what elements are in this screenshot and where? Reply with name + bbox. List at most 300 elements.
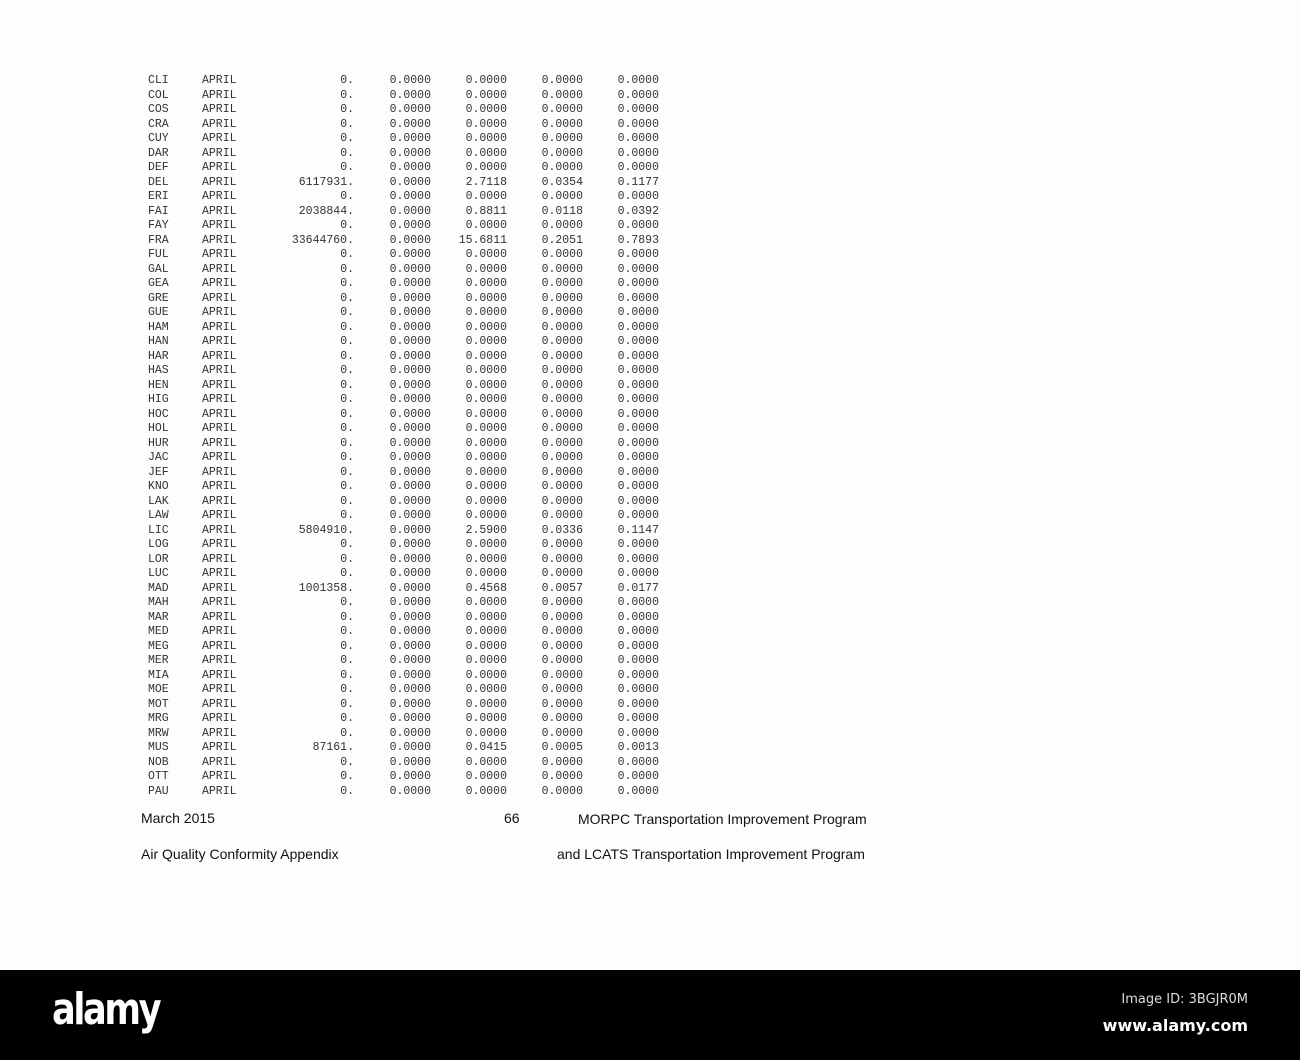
county-code: OTT — [148, 770, 169, 783]
table-row — [0, 553, 700, 567]
month: APRIL — [202, 103, 237, 116]
month: APRIL — [202, 335, 237, 348]
table-row — [0, 161, 700, 175]
month: APRIL — [202, 436, 237, 450]
col-2: 0.0000 — [465, 712, 507, 725]
col-3: 0.0000 — [541, 117, 583, 131]
month: APRIL — [202, 712, 237, 725]
col-2: 0.0000 — [465, 88, 507, 102]
col-3: 0.0000 — [541, 480, 583, 493]
col-3: 0.0000 — [541, 668, 583, 682]
col-3: 0.0000 — [541, 378, 583, 392]
table-row — [0, 495, 700, 509]
col-2: 0.0000 — [465, 306, 507, 319]
col-2: 0.0000 — [465, 654, 507, 667]
col-2: 0.0000 — [465, 567, 507, 580]
table-row — [0, 625, 700, 639]
table-row — [0, 437, 700, 451]
col-4: 0.0000 — [617, 552, 659, 566]
row-count: 33644760. — [291, 233, 354, 247]
row-count: 0. — [340, 349, 354, 363]
col-1: 0.0000 — [389, 436, 431, 450]
county-code: MRG — [148, 712, 169, 725]
row-count: 0. — [340, 726, 354, 740]
col-4: 0.0000 — [617, 74, 659, 87]
table-row — [0, 669, 700, 683]
col-1: 0.0000 — [389, 219, 431, 232]
table-row — [0, 741, 700, 755]
table-row — [0, 683, 700, 697]
col-3: 0.0000 — [541, 697, 583, 711]
month: APRIL — [202, 741, 237, 754]
col-1: 0.0000 — [389, 567, 431, 580]
row-count: 0. — [340, 451, 354, 464]
row-count: 5804910. — [298, 523, 354, 537]
col-2: 0.0000 — [465, 393, 507, 406]
col-1: 0.0000 — [389, 349, 431, 363]
col-3: 0.0000 — [541, 393, 583, 406]
table-row — [0, 205, 700, 219]
col-1: 0.0000 — [389, 625, 431, 638]
col-3: 0.0000 — [541, 103, 583, 116]
col-4: 0.0000 — [617, 683, 659, 696]
county-code: MAD — [148, 581, 169, 595]
col-2: 15.6811 — [458, 233, 507, 247]
row-count: 0. — [340, 277, 354, 290]
county-code: LAW — [148, 509, 169, 522]
col-2: 0.0000 — [465, 320, 507, 334]
col-2: 2.5900 — [465, 523, 507, 537]
col-1: 0.0000 — [389, 726, 431, 740]
col-1: 0.0000 — [389, 552, 431, 566]
table-row — [0, 654, 700, 668]
col-4: 0.0000 — [617, 88, 659, 102]
county-code: NOB — [148, 755, 169, 769]
county-code: HAN — [148, 335, 169, 348]
table-row — [0, 422, 700, 436]
month: APRIL — [202, 494, 237, 508]
month: APRIL — [202, 262, 237, 276]
table-row — [0, 292, 700, 306]
row-count: 0. — [340, 755, 354, 769]
row-count: 0. — [340, 552, 354, 566]
table-row — [0, 132, 700, 146]
col-3: 0.0000 — [541, 161, 583, 174]
col-4: 0.0000 — [617, 436, 659, 450]
col-1: 0.0000 — [389, 103, 431, 116]
col-3: 0.0000 — [541, 451, 583, 464]
col-4: 0.0000 — [617, 538, 659, 551]
col-1: 0.0000 — [389, 74, 431, 87]
col-4: 0.0000 — [617, 654, 659, 667]
table-row — [0, 350, 700, 364]
col-3: 0.0000 — [541, 639, 583, 653]
col-4: 0.0000 — [617, 610, 659, 624]
col-3: 0.0000 — [541, 74, 583, 87]
month: APRIL — [202, 668, 237, 682]
col-3: 0.0000 — [541, 219, 583, 232]
county-code: ERI — [148, 190, 169, 203]
col-4: 0.0000 — [617, 422, 659, 435]
row-count: 0. — [340, 436, 354, 450]
col-1: 0.0000 — [389, 407, 431, 421]
month: APRIL — [202, 697, 237, 711]
col-2: 0.0000 — [465, 726, 507, 740]
county-code: MIA — [148, 668, 169, 682]
col-4: 0.0177 — [617, 581, 659, 595]
col-3: 0.0000 — [541, 625, 583, 638]
month: APRIL — [202, 233, 237, 247]
col-3: 0.0000 — [541, 88, 583, 102]
table-row — [0, 118, 700, 132]
table-row — [0, 147, 700, 161]
row-count: 0. — [340, 668, 354, 682]
month: APRIL — [202, 683, 237, 696]
county-code: MUS — [148, 741, 169, 754]
row-count: 0. — [340, 335, 354, 348]
col-2: 0.0000 — [465, 190, 507, 203]
col-1: 0.0000 — [389, 465, 431, 479]
row-count: 0. — [340, 596, 354, 609]
month: APRIL — [202, 407, 237, 421]
row-count: 0. — [340, 422, 354, 435]
col-4: 0.0000 — [617, 480, 659, 493]
county-code: FRA — [148, 233, 169, 247]
month: APRIL — [202, 523, 237, 537]
county-code: HUR — [148, 436, 169, 450]
col-4: 0.0000 — [617, 132, 659, 145]
col-1: 0.0000 — [389, 784, 431, 798]
col-4: 0.0000 — [617, 320, 659, 334]
col-4: 0.0000 — [617, 697, 659, 711]
county-code: MOT — [148, 697, 169, 711]
col-1: 0.0000 — [389, 277, 431, 290]
table-row — [0, 176, 700, 190]
month: APRIL — [202, 291, 237, 305]
month: APRIL — [202, 465, 237, 479]
row-count: 0. — [340, 161, 354, 174]
row-count: 6117931. — [298, 175, 354, 189]
month: APRIL — [202, 596, 237, 609]
col-2: 0.0000 — [465, 378, 507, 392]
col-3: 0.0000 — [541, 335, 583, 348]
table-row — [0, 89, 700, 103]
col-2: 0.0000 — [465, 610, 507, 624]
row-count: 0. — [340, 306, 354, 319]
row-count: 0. — [340, 465, 354, 479]
county-code: LOR — [148, 552, 169, 566]
row-count: 0. — [340, 74, 354, 87]
col-2: 0.0000 — [465, 117, 507, 131]
col-3: 0.0000 — [541, 422, 583, 435]
col-2: 0.0000 — [465, 407, 507, 421]
page-number: 66 — [504, 810, 520, 826]
month: APRIL — [202, 349, 237, 363]
col-1: 0.0000 — [389, 668, 431, 682]
col-2: 0.8811 — [465, 204, 507, 218]
county-code: MEG — [148, 639, 169, 653]
col-4: 0.0000 — [617, 219, 659, 232]
col-3: 0.0000 — [541, 364, 583, 377]
table-row — [0, 466, 700, 480]
col-3: 0.0000 — [541, 320, 583, 334]
table-row — [0, 248, 700, 262]
col-3: 0.0000 — [541, 132, 583, 145]
col-3: 0.2051 — [541, 233, 583, 247]
county-code: MER — [148, 654, 169, 667]
col-3: 0.0000 — [541, 436, 583, 450]
month: APRIL — [202, 117, 237, 131]
col-4: 0.0000 — [617, 335, 659, 348]
county-code: HAS — [148, 364, 169, 377]
table-row — [0, 364, 700, 378]
row-count: 0. — [340, 378, 354, 392]
col-2: 0.0000 — [465, 509, 507, 522]
county-code: MED — [148, 625, 169, 638]
month: APRIL — [202, 610, 237, 624]
col-3: 0.0000 — [541, 712, 583, 725]
col-2: 0.0000 — [465, 436, 507, 450]
col-4: 0.0000 — [617, 567, 659, 580]
row-count: 1001358. — [298, 581, 354, 595]
month: APRIL — [202, 726, 237, 740]
table-row — [0, 538, 700, 552]
col-1: 0.0000 — [389, 378, 431, 392]
col-4: 0.0000 — [617, 451, 659, 464]
table-row — [0, 219, 700, 233]
col-4: 0.0000 — [617, 103, 659, 116]
month: APRIL — [202, 190, 237, 203]
county-code: LUC — [148, 567, 169, 580]
row-count: 0. — [340, 567, 354, 580]
col-3: 0.0000 — [541, 538, 583, 551]
county-code: HIG — [148, 393, 169, 406]
col-4: 0.0000 — [617, 726, 659, 740]
col-4: 0.0000 — [617, 306, 659, 319]
county-code: GEA — [148, 277, 169, 290]
col-3: 0.0336 — [541, 523, 583, 537]
county-code: GUE — [148, 306, 169, 319]
col-2: 0.0000 — [465, 625, 507, 638]
table-row — [0, 74, 700, 88]
col-2: 0.0000 — [465, 74, 507, 87]
col-1: 0.0000 — [389, 146, 431, 160]
col-2: 0.0000 — [465, 465, 507, 479]
col-3: 0.0005 — [541, 741, 583, 754]
col-3: 0.0000 — [541, 262, 583, 276]
month: APRIL — [202, 364, 237, 377]
row-count: 0. — [340, 683, 354, 696]
col-2: 0.0000 — [465, 480, 507, 493]
county-code: JEF — [148, 465, 169, 479]
county-code: FAY — [148, 219, 169, 232]
month: APRIL — [202, 146, 237, 160]
col-1: 0.0000 — [389, 233, 431, 247]
col-3: 0.0000 — [541, 407, 583, 421]
table-row — [0, 190, 700, 204]
col-2: 0.0000 — [465, 596, 507, 609]
col-1: 0.0000 — [389, 480, 431, 493]
col-1: 0.0000 — [389, 132, 431, 145]
col-3: 0.0000 — [541, 494, 583, 508]
county-code: DEF — [148, 161, 169, 174]
col-4: 0.0000 — [617, 465, 659, 479]
county-code: LAK — [148, 494, 169, 508]
col-1: 0.0000 — [389, 712, 431, 725]
row-count: 0. — [340, 407, 354, 421]
row-count: 0. — [340, 712, 354, 725]
row-count: 0. — [340, 364, 354, 377]
col-1: 0.0000 — [389, 697, 431, 711]
county-code: LOG — [148, 538, 169, 551]
county-code: FUL — [148, 248, 169, 261]
row-count: 0. — [340, 784, 354, 798]
table-row — [0, 234, 700, 248]
col-2: 0.0000 — [465, 103, 507, 116]
col-2: 0.0000 — [465, 683, 507, 696]
col-1: 0.0000 — [389, 654, 431, 667]
col-2: 0.0000 — [465, 668, 507, 682]
row-count: 0. — [340, 146, 354, 160]
col-4: 0.0000 — [617, 277, 659, 290]
col-4: 0.0000 — [617, 349, 659, 363]
col-4: 0.0000 — [617, 755, 659, 769]
table-row — [0, 785, 700, 799]
col-2: 0.0000 — [465, 219, 507, 232]
county-code: HAM — [148, 320, 169, 334]
col-2: 2.7118 — [465, 175, 507, 189]
table-row — [0, 306, 700, 320]
table-row — [0, 712, 700, 726]
col-3: 0.0118 — [541, 204, 583, 218]
col-4: 0.0000 — [617, 291, 659, 305]
col-2: 0.0000 — [465, 639, 507, 653]
col-1: 0.0000 — [389, 683, 431, 696]
col-2: 0.0000 — [465, 335, 507, 348]
col-4: 0.0000 — [617, 509, 659, 522]
footer-title-line2: and LCATS Transportation Improvement Program — [557, 846, 865, 862]
row-count: 87161. — [312, 741, 354, 754]
col-1: 0.0000 — [389, 291, 431, 305]
col-4: 0.0000 — [617, 393, 659, 406]
county-code: CUY — [148, 132, 169, 145]
table-row — [0, 408, 700, 422]
col-1: 0.0000 — [389, 422, 431, 435]
col-4: 0.0000 — [617, 248, 659, 261]
table-row — [0, 379, 700, 393]
row-count: 0. — [340, 639, 354, 653]
row-count: 0. — [340, 320, 354, 334]
col-3: 0.0000 — [541, 552, 583, 566]
col-1: 0.0000 — [389, 204, 431, 218]
col-4: 0.0000 — [617, 378, 659, 392]
table-row — [0, 509, 700, 523]
county-code: MRW — [148, 726, 169, 740]
col-1: 0.0000 — [389, 509, 431, 522]
col-3: 0.0000 — [541, 683, 583, 696]
row-count: 0. — [340, 132, 354, 145]
month: APRIL — [202, 784, 237, 798]
col-2: 0.0415 — [465, 741, 507, 754]
month: APRIL — [202, 422, 237, 435]
image-id: Image ID: 3BGJR0M — [1121, 992, 1248, 1007]
col-3: 0.0354 — [541, 175, 583, 189]
month: APRIL — [202, 378, 237, 392]
col-1: 0.0000 — [389, 320, 431, 334]
month: APRIL — [202, 277, 237, 290]
col-3: 0.0000 — [541, 190, 583, 203]
table-row — [0, 480, 700, 494]
col-3: 0.0000 — [541, 248, 583, 261]
row-count: 2038844. — [298, 204, 354, 218]
row-count: 0. — [340, 480, 354, 493]
col-3: 0.0000 — [541, 349, 583, 363]
month: APRIL — [202, 74, 237, 87]
col-4: 0.1177 — [617, 175, 659, 189]
month: APRIL — [202, 132, 237, 145]
col-1: 0.0000 — [389, 88, 431, 102]
month: APRIL — [202, 509, 237, 522]
county-code: GAL — [148, 262, 169, 276]
table-row — [0, 596, 700, 610]
table-row — [0, 698, 700, 712]
month: APRIL — [202, 161, 237, 174]
county-code: DAR — [148, 146, 169, 160]
col-4: 0.0000 — [617, 668, 659, 682]
col-1: 0.0000 — [389, 610, 431, 624]
col-1: 0.0000 — [389, 494, 431, 508]
row-count: 0. — [340, 770, 354, 783]
row-count: 0. — [340, 88, 354, 102]
table-row — [0, 321, 700, 335]
col-4: 0.7893 — [617, 233, 659, 247]
col-4: 0.0000 — [617, 639, 659, 653]
month: APRIL — [202, 770, 237, 783]
row-count: 0. — [340, 117, 354, 131]
county-code: CRA — [148, 117, 169, 131]
col-3: 0.0057 — [541, 581, 583, 595]
county-code: HAR — [148, 349, 169, 363]
col-2: 0.0000 — [465, 451, 507, 464]
footer-date: March 2015 — [141, 810, 215, 826]
col-3: 0.0000 — [541, 784, 583, 798]
table-row — [0, 524, 700, 538]
col-1: 0.0000 — [389, 117, 431, 131]
table-row — [0, 567, 700, 581]
row-count: 0. — [340, 654, 354, 667]
watermark-bar — [0, 970, 1300, 1060]
col-3: 0.0000 — [541, 291, 583, 305]
col-2: 0.0000 — [465, 277, 507, 290]
col-2: 0.0000 — [465, 291, 507, 305]
col-1: 0.0000 — [389, 393, 431, 406]
col-1: 0.0000 — [389, 755, 431, 769]
month: APRIL — [202, 306, 237, 319]
month: APRIL — [202, 552, 237, 566]
month: APRIL — [202, 625, 237, 638]
row-count: 0. — [340, 248, 354, 261]
row-count: 0. — [340, 103, 354, 116]
month: APRIL — [202, 639, 237, 653]
table-row — [0, 335, 700, 349]
col-2: 0.0000 — [465, 161, 507, 174]
col-4: 0.0000 — [617, 190, 659, 203]
row-count: 0. — [340, 509, 354, 522]
month: APRIL — [202, 320, 237, 334]
col-2: 0.0000 — [465, 770, 507, 783]
county-code: MOE — [148, 683, 169, 696]
col-1: 0.0000 — [389, 190, 431, 203]
